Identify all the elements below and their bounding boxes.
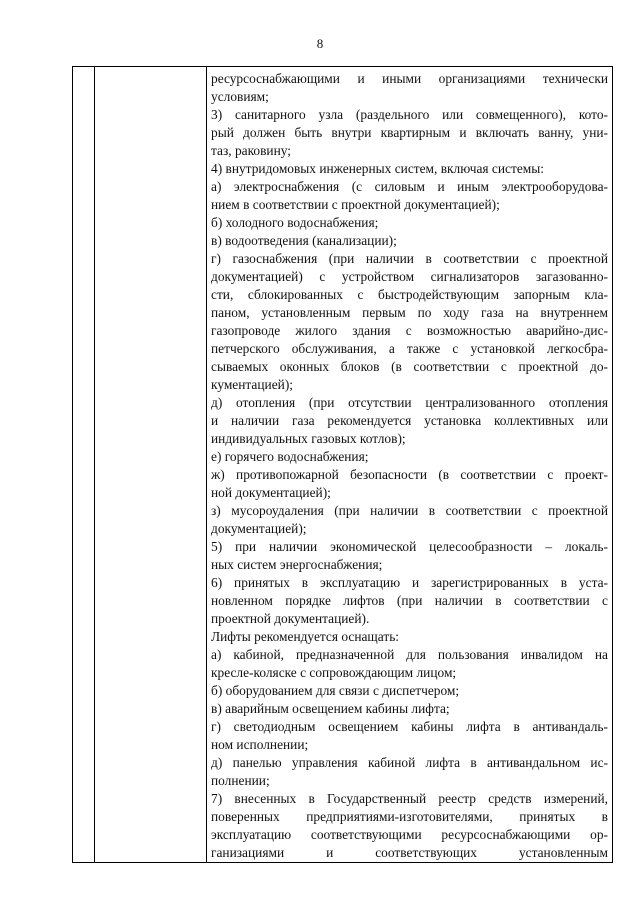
text-line: документацией) с устройством сигнализаторов загазованно- xyxy=(211,269,608,284)
text-line: рый должен быть внутри квартирным и включать ванну, уни- xyxy=(211,125,608,140)
table-cell-requirements xyxy=(207,67,613,863)
text-line: г) светодиодным освещением кабины лифта в антивандаль- xyxy=(211,719,608,734)
text-line: кументацией); xyxy=(211,377,293,392)
text-line: паном, установленным первым по ходу газа на внутреннем xyxy=(211,305,608,320)
text-line: новленном порядке лифтов (при наличии в соответствии с xyxy=(211,593,608,608)
text-line: б) холодного водоснабжения; xyxy=(211,215,379,230)
text-line: проектной документацией). xyxy=(211,611,370,626)
text-line: и наличии газа рекомендуется установка коллективных или xyxy=(211,413,608,428)
text-line: Лифты рекомендуется оснащать: xyxy=(211,629,400,644)
table-row xyxy=(73,67,613,863)
text-line: ганизациями и соответствующих установленным xyxy=(211,845,608,860)
text-line: петчерского обслуживания, а также с установкой легкосбра- xyxy=(211,341,608,356)
text-line: ной документацией); xyxy=(211,485,331,500)
text-line: сываемых оконных блоков (в соответствии с проектной до- xyxy=(211,359,608,374)
text-line: сти, сблокированных с быстродействующим запорным кла- xyxy=(211,287,608,302)
text-line: кресле-коляске с сопровождающим лицом; xyxy=(211,665,457,680)
table-cell-number xyxy=(73,67,95,863)
text-line: б) оборудованием для связи с диспетчером; xyxy=(211,683,460,698)
text-line: е) горячего водоснабжения; xyxy=(211,449,369,464)
page-number: 8 xyxy=(316,36,324,51)
text-line: в) аварийным освещением кабины лифта; xyxy=(211,701,450,716)
text-line: 4) внутридомовых инженерных систем, включая системы: xyxy=(211,161,544,176)
text-line: в) водоотведения (канализации); xyxy=(211,233,397,248)
table-cell-item xyxy=(95,67,207,863)
text-line: а) электроснабжения (с силовым и иным электрооборудова- xyxy=(211,179,608,194)
text-line: газопроводе жилого здания с возможностью аварийно-дис- xyxy=(211,323,608,338)
text-line: 6) принятых в эксплуатацию и зарегистрированных в уста- xyxy=(211,575,608,590)
requirements-text xyxy=(207,67,612,862)
document-table xyxy=(72,66,613,863)
text-line: з) мусороудаления (при наличии в соответствии с проектной xyxy=(211,503,608,518)
text-line: а) кабиной, предназначенной для пользования инвалидом на xyxy=(211,647,608,662)
text-line: д) отопления (при отсутствии централизованного отопления xyxy=(211,395,608,410)
text-line: ж) противопожарной безопасности (в соответствии с проект- xyxy=(211,467,608,482)
text-line: условиям; xyxy=(211,89,269,104)
text-line: 3) санитарного узла (раздельного или совмещенного), кото- xyxy=(211,107,608,122)
text-line: таз, раковину; xyxy=(211,143,291,158)
text-line: 5) при наличии экономической целесообразности – локаль- xyxy=(211,539,608,554)
text-line: эксплуатацию соответствующими ресурсоснабжающими ор- xyxy=(211,827,608,842)
text-line: документацией); xyxy=(211,521,307,536)
text-line: ных систем энергоснабжения; xyxy=(211,557,383,572)
text-line: нием в соответствии с проектной документацией); xyxy=(211,197,500,212)
text-line: индивидуальных газовых котлов); xyxy=(211,431,406,446)
text-line: д) панелью управления кабиной лифта в антивандальном ис- xyxy=(211,755,608,770)
text-line: поверенных предприятиями-изготовителями, принятых в xyxy=(211,809,608,824)
text-line: 7) внесенных в Государственный реестр средств измерений, xyxy=(211,791,608,806)
text-line: ресурсоснабжающими и иными организациями технически xyxy=(211,71,608,86)
text-line: полнении; xyxy=(211,773,270,788)
text-line: ном исполнении; xyxy=(211,737,309,752)
text-line: г) газоснабжения (при наличии в соответствии с проектной xyxy=(211,251,608,266)
